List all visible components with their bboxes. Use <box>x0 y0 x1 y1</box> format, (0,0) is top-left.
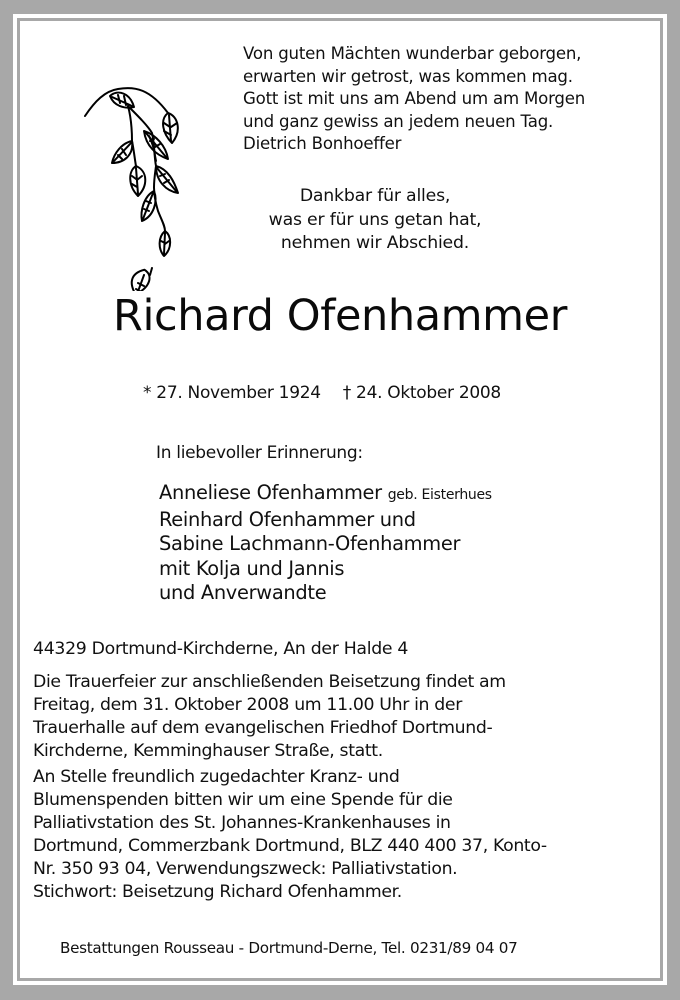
donation-line: Stichwort: Beisetzung Richard Ofenhammer. <box>33 882 402 902</box>
donation-line: Blumenspenden bitten wir um eine Spende für die <box>33 790 453 810</box>
mourner-name: Anneliese Ofenhammer <box>159 481 382 504</box>
farewell-line: nehmen wir Abschied. <box>280 233 470 253</box>
birch-leaves-branch-icon <box>50 51 200 291</box>
funeral-line: Freitag, dem 31. Oktober 2008 um 11.00 Uhr in der <box>33 695 462 715</box>
donation-notice <box>33 766 547 904</box>
mourner-line <box>159 481 492 508</box>
funeral-notice <box>33 671 506 763</box>
mourner-line: mit Kolja und Jannis <box>159 556 345 580</box>
bonhoeffer-poem <box>243 43 585 156</box>
donation-line: Nr. 350 93 04, Verwendungszweck: Palliativstation. <box>33 859 458 879</box>
farewell-line: was er für uns getan hat, <box>268 209 482 230</box>
poem-line: und ganz gewiss an jedem neuen Tag. <box>243 111 554 131</box>
donation-line: Dortmund, Commerzbank Dortmund, BLZ 440 400 37, Konto- <box>33 836 547 856</box>
poem-line: erwarten wir getrost, was kommen mag. <box>243 66 573 86</box>
mourner-line: Reinhard Ofenhammer und <box>159 507 416 531</box>
poem-author: Dietrich Bonhoeffer <box>243 134 402 154</box>
deceased-name: Richard Ofenhammer <box>113 291 567 341</box>
mourner-line: Sabine Lachmann-Ofenhammer <box>159 532 461 556</box>
farewell-line: Dankbar für alles, <box>299 186 451 206</box>
maiden-name: geb. Eisterhues <box>387 487 492 503</box>
obituary-notice <box>20 21 660 978</box>
undertaker-footer: Bestattungen Rousseau - Dortmund-Derne, Tel. 0231/89 04 07 <box>60 939 518 957</box>
memory-intro: In liebevoller Erinnerung: <box>156 443 363 463</box>
poem-line: Von guten Mächten wunderbar geborgen, <box>243 44 582 63</box>
birth-date: * 27. November 1924 <box>143 383 321 403</box>
donation-line: An Stelle freundlich zugedachter Kranz- und <box>33 767 400 787</box>
mourner-line: und Anverwandte <box>159 581 327 605</box>
death-date: † 24. Oktober 2008 <box>342 383 501 403</box>
funeral-line: Kirchderne, Kemminghauser Straße, statt. <box>33 741 383 761</box>
donation-line: Palliativstation des St. Johannes-Krankenhauses in <box>33 813 451 833</box>
funeral-line: Die Trauerfeier zur anschließenden Beisetzung findet am <box>33 672 506 692</box>
mourners-list <box>159 481 492 606</box>
life-dates <box>143 383 501 403</box>
family-address: 44329 Dortmund-Kirchderne, An der Halde 4 <box>33 639 409 659</box>
funeral-line: Trauerhalle auf dem evangelischen Friedhof Dortmund- <box>33 718 493 738</box>
poem-line: Gott ist mit uns am Abend um am Morgen <box>243 89 586 109</box>
farewell-text <box>230 185 520 256</box>
